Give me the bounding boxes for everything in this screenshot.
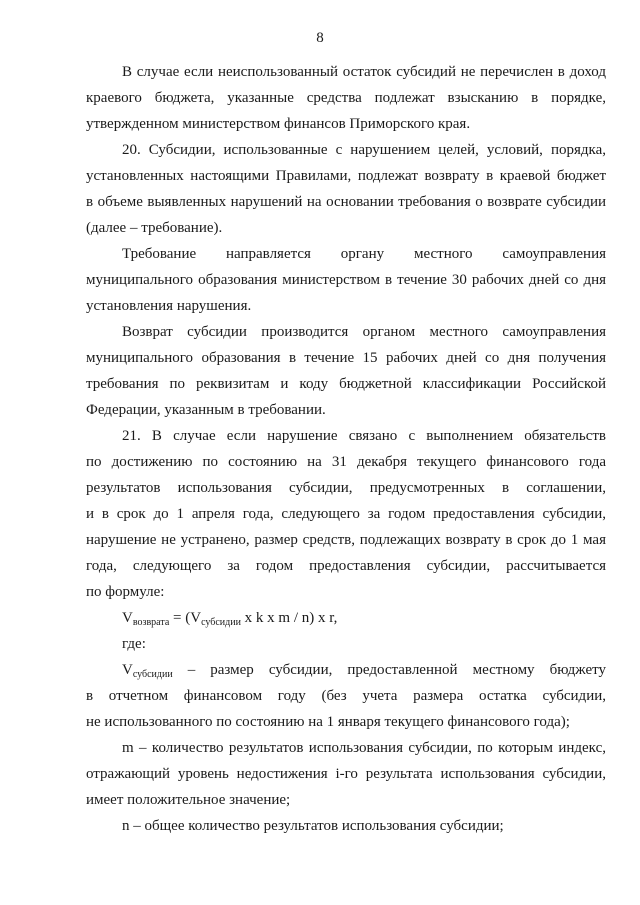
text-line: (далее – требование). [86, 220, 223, 236]
text-line: по формуле: [86, 584, 165, 600]
text-line: результатов использования субсидии, предусмотренных в соглашении, [86, 480, 606, 496]
text-line: отражающий уровень недостижения i-го результата использования субсидии, [86, 766, 606, 782]
text-line: установления нарушения. [86, 298, 252, 314]
formula-sub-subsidy: субсидии [201, 617, 241, 628]
text-line: утвержденном министерством финансов Приморского края. [86, 116, 471, 132]
text-line: Возврат субсидии производится органом местного самоуправления [122, 324, 606, 340]
formula-eq: = (V [169, 610, 202, 626]
formula-rest: x k x m / n) x r, [240, 610, 338, 626]
text-line: установленных настоящими Правилами, подлежат возврату в краевой бюджет [86, 168, 606, 184]
def-v-symbol: V [122, 662, 133, 678]
text-line: Требование направляется органу местного самоуправления [122, 246, 606, 262]
text-line: В случае если неиспользованный остаток субсидий не перечислен в доход [122, 64, 606, 80]
text-line: по достижению по состоянию на 31 декабря текущего финансового года [86, 454, 606, 470]
text-line: года, следующего за годом предоставления субсидии, рассчитывается [86, 558, 606, 574]
definition-v [122, 660, 606, 685]
text-line: в объеме выявленных нарушений на основании требования о возврате субсидии [86, 194, 606, 210]
formula [122, 608, 606, 633]
formula-sub-return: возврата [132, 617, 170, 628]
text-line: нарушение не устранено, размер средств, подлежащих возврату в срок до 1 мая [86, 532, 606, 548]
page-number: 8 [316, 30, 324, 46]
formula-v: V [122, 610, 133, 626]
text-line: имеет положительное значение; [86, 792, 291, 808]
def-v-text: – размер субсидии, предоставленной местному бюджету [172, 662, 606, 678]
text-line: муниципального образования в течение 15 рабочих дней со дня получения [86, 350, 606, 366]
text-line: Федерации, указанным в требовании. [86, 402, 326, 418]
text-line: в отчетном финансовом году (без учета размера остатка субсидии, [86, 688, 606, 704]
where-label: где: [122, 636, 146, 652]
text-line: 20. Субсидии, использованные с нарушением целей, условий, порядка, [122, 142, 606, 158]
text-line: и в срок до 1 апреля года, следующего за годом предоставления субсидии, [86, 506, 606, 522]
text-line: m – количество результатов использования субсидии, по которым индекс, [122, 740, 606, 756]
text-line: 21. В случае если нарушение связано с выполнением обязательств [122, 428, 606, 444]
text-line: муниципального образования министерством в течение 30 рабочих дней со дня [86, 272, 606, 288]
def-v-sub: субсидии [132, 669, 173, 680]
text-line: краевого бюджета, указанные средства подлежат взысканию в порядке, [86, 90, 606, 106]
text-line: требования по реквизитам и коду бюджетной классификации Российской [86, 376, 606, 392]
text-line: не использованного по состоянию на 1 января текущего финансового года); [86, 714, 570, 730]
definition-n: n – общее количество результатов использования субсидии; [122, 818, 504, 834]
